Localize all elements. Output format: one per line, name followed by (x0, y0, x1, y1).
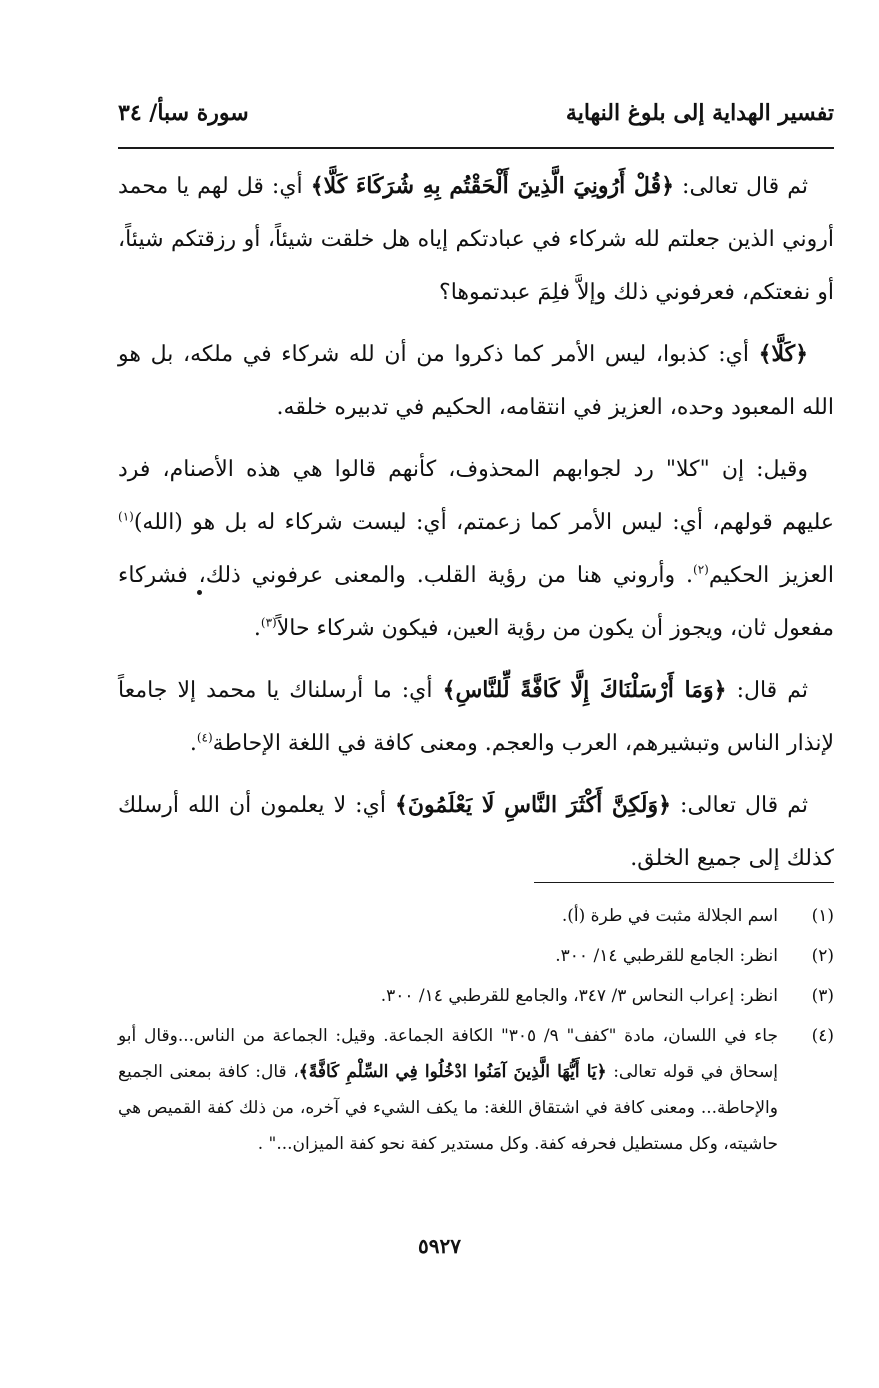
paragraph-5 (118, 779, 834, 885)
text-run: ثم قال تعالى: (674, 174, 809, 199)
footnote-ref-4[interactable]: (٤) (196, 730, 213, 745)
footnote-text: اسم الجلالة مثبت في طرة (أ). (561, 906, 778, 926)
text-run: أي: كذبوا، ليس الأمر كما ذكروا من أن لله شركاء في ملكه، بل هو الله المعبود وحده، العزيز في انتقامه، الحكيم في تدبيره خلقه. (118, 342, 834, 420)
text-run: أي: ما أرسلناك يا محمد إلا جامعاً لإنذار الناس وتبشيرهم، العرب والعجم. ومعنى كافة في اللغة الإحاطة (118, 678, 834, 756)
paragraph-2 (118, 328, 834, 434)
footnote-1 (118, 898, 834, 934)
paragraph-1 (118, 160, 834, 319)
book-title: تفسير الهداية إلى بلوغ النهاية (565, 100, 834, 126)
footnote-text: انظر: إعراب النحاس ٣/ ٣٤٧، والجامع للقرطبي ١٤/ ٣٠٠. (380, 986, 778, 1006)
text-run: . وأروني هنا من رؤية القلب. والمعنى عرفوني ذلك، فشركاء مفعول ثان، ويجوز أن يكون من رؤية العين، فيكون شركاء حالاً (118, 563, 834, 641)
footnote-4 (118, 1018, 834, 1162)
text-run: أي: قل لهم يا محمد أروني الذين جعلتم لله شركاء في عبادتكم إياه هل خلقت شيئاً، أو رزقتكم شيئاً، أو نفعتكم، فعرفوني ذلك وإلاَّ فلِمَ عبدتموها؟ (118, 174, 834, 305)
footnote-ref-1[interactable]: (١) (118, 509, 134, 524)
footnote-number: (٢) (811, 946, 834, 966)
footnote-number: (٣) (811, 986, 834, 1006)
paragraph-3 (118, 443, 834, 655)
footnote-text: جاء في اللسان، مادة "كفف" ٩/ ٣٠٥" الكافة الجماعة. وقيل: الجماعة من الناس...وقال أبو إسحاق في قوله تعالى: (118, 1026, 778, 1082)
footnote-text: انظر: الجامع للقرطبي ١٤/ ٣٠٠. (555, 946, 778, 966)
footnote-3 (118, 978, 834, 1014)
quran-verse: ﴿وَلَكِنَّ أَكْثَرَ النَّاسِ لَا يَعْلَمُونَ﴾ (394, 792, 672, 818)
text-run: . (253, 616, 261, 641)
text-run: العزيز الحكيم (708, 563, 834, 588)
footnote-text: ، قال: كافة بمعنى الجميع والإحاطة... ومعنى كافة في اشتقاق اللغة: ما يكف الشيء في آخره، من ذلك كفة القميص هي حاشيته، وكل مستطيل فحرفه كفة. وكل مستدير كفة نحو كفة الميزان..." . (118, 1062, 778, 1154)
footnote-rule (534, 882, 834, 883)
footnotes (118, 898, 834, 1166)
page-number: ٥٩٢٧ (418, 1234, 461, 1258)
text-run: وقيل: إن "كلا" رد لجوابهم المحذوف، كأنهم قالوا هي هذه الأصنام، فرد عليهم قولهم، أي: ليس الأمر كما زعمتم، أي: ليست شركاء له بل هو (الله) (118, 457, 834, 535)
footnote-number: (٤) (811, 1026, 834, 1046)
footnote-ref-3[interactable]: (٣) (260, 615, 277, 630)
surah-label: سورة سبأ/ ٣٤ (118, 100, 249, 126)
text-run: أي: لا يعلمون أن الله أرسلك كذلك إلى جميع الخلق. (118, 793, 834, 871)
header-rule (118, 147, 834, 149)
footnote-number: (١) (811, 906, 834, 926)
text-run: ثم قال تعالى: (671, 793, 809, 818)
quran-verse: ﴿كَلَّا﴾ (758, 341, 808, 367)
running-header (118, 96, 834, 144)
stray-ink-dot (197, 590, 202, 595)
main-text (118, 160, 834, 885)
footnote-2 (118, 938, 834, 974)
paragraph-4 (118, 664, 834, 770)
text-run: ثم قال: (726, 678, 808, 703)
quran-verse: ﴿وَمَا أَرْسَلْنَاكَ إِلَّا كَافَّةً لِّلنَّاسِ﴾ (442, 677, 727, 703)
text-run: . (189, 731, 197, 756)
quran-verse: ﴿قُلْ أَرُونِيَ الَّذِينَ أَلْحَقْتُم بِهِ شُرَكَاءَ كَلَّا﴾ (310, 173, 675, 199)
quran-verse: ﴿يَا أَيُّهَا الَّذِينَ آمَنُوا ادْخُلُوا فِي السِّلْمِ كَافَّةً﴾ (298, 1062, 607, 1082)
footnote-ref-2[interactable]: (٢) (693, 562, 709, 577)
